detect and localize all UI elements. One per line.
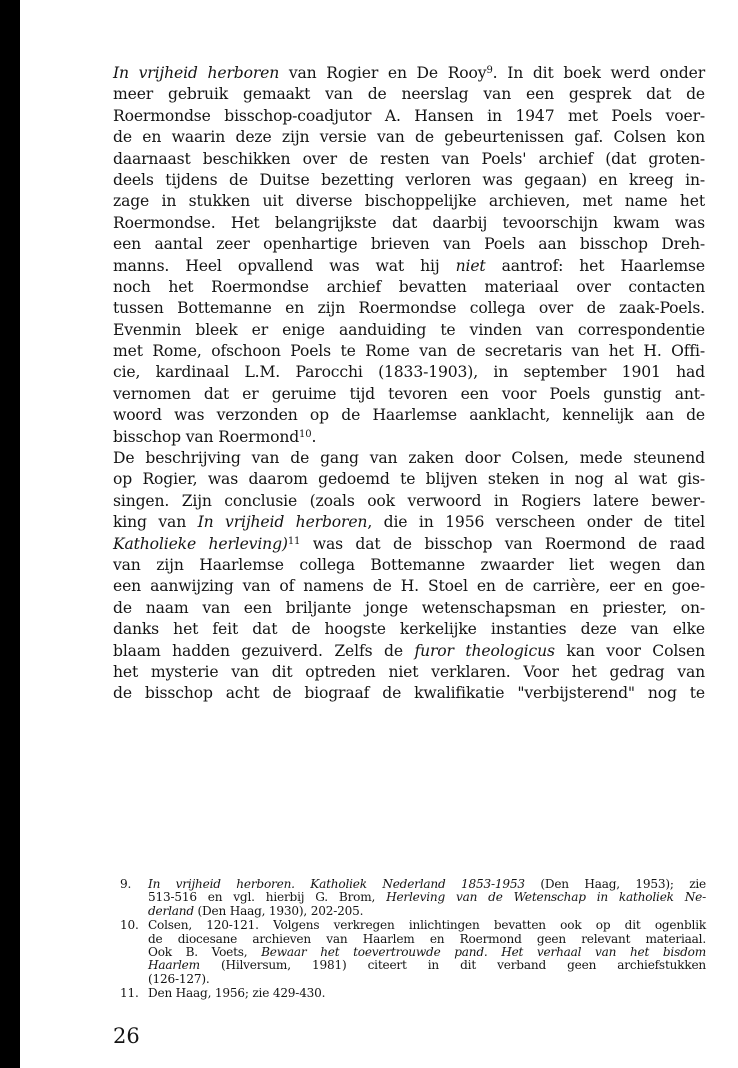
body-line: Roermondse. Het belangrijkste dat daarbij tevoorschijn kwam was (113, 213, 705, 232)
body-line: bisschop van Roermond$^{10}$. (113, 427, 317, 446)
body-line: king van In vrijheid herboren, die in 1956 verscheen onder de titel (113, 513, 705, 532)
body-line: met Rome, ofschoon Poels te Rome van de secretaris van het H. Offi- (113, 342, 705, 361)
body-line: de en waarin deze zijn versie van de gebeurtenissen gaf. Colsen kon (113, 128, 705, 147)
scan-edge (0, 0, 20, 1068)
body-line: danks het feit dat de hoogste kerkelijke instanties deze van elke (113, 620, 705, 639)
footnote-line: 513-516 en vgl. hierbij G. Brom, Herleving van de Wetenschap in katholiek Ne- (148, 890, 706, 905)
footnote-number: 9. (120, 877, 132, 891)
body-line: De beschrijving van de gang van zaken door Colsen, mede steunend (113, 449, 705, 468)
footnote-line: de diocesane archieven van Haarlem en Roermond geen relevant materiaal. (148, 931, 706, 946)
footnotes (120, 878, 706, 1002)
body-text (113, 63, 705, 705)
body-line: singen. Zijn conclusie (zoals ook verwoord in Rogiers latere bewer- (113, 491, 705, 510)
footnote-10 (120, 919, 706, 986)
body-line: een aantal zeer openhartige brieven van Poels aan bisschop Dreh- (113, 235, 705, 254)
footnote-ref-9[interactable]: 9 (486, 65, 493, 76)
body-line: Roermondse bisschop-coadjutor A. Hansen in 1947 met Poels voer- (113, 106, 705, 125)
footnote-ref-10[interactable]: 10 (299, 428, 312, 440)
body-line: cie, kardinaal L.M. Parocchi (1833-1903), in september 1901 had (113, 363, 705, 382)
body-line: zage in stukken uit diverse bischoppelijke archieven, met name het (113, 192, 705, 211)
footnote-number: 11. (120, 986, 139, 1001)
footnote-number: 10. (120, 918, 139, 933)
footnote-line: derland (Den Haag, 1930), 202-205. (148, 903, 364, 918)
body-line: Evenmin bleek er enige aanduiding te vinden van correspondentie (113, 320, 705, 339)
body-line: daarnaast beschikken over de resten van Poels' archief (dat groten- (113, 149, 705, 168)
body-line: Katholieke herleving)$^{11}$ was dat de bisschop van Roermond de raad (113, 534, 705, 553)
page-number: 26 (113, 1024, 140, 1048)
body-line: woord was verzonden op de Haarlemse aanklacht, kennelijk aan de (113, 406, 705, 425)
body-line: manns. Heel opvallend was wat hij niet aantrof: het Haarlemse (113, 256, 705, 275)
body-line: In vrijheid herboren van Rogier en De Rooy$^9$. In dit boek werd onder (113, 64, 705, 82)
footnote-line: Colsen, 120-121. Volgens verkregen inlichtingen bevatten ook op dit ogenblik (148, 918, 706, 933)
body-line: vernomen dat er geruime tijd tevoren een voor Poels gunstig ant- (113, 384, 705, 403)
body-line: op Rogier, was daarom gedoemd te blijven steken in nog al wat gis- (113, 470, 705, 489)
footnote-line: Haarlem (Hilversum, 1981) citeert in dit verband geen archiefstukken (148, 958, 706, 973)
body-line: de naam van een briljante jonge wetenschapsman en priester, on- (113, 598, 705, 617)
footnote-line: Den Haag, 1956; zie 429-430. (148, 986, 326, 1001)
footnote-line: Ook B. Voets, Bewaar het toevertrouwde pand. Het verhaal van het bisdom (148, 944, 706, 959)
footnote-9 (120, 878, 706, 918)
body-line: meer gebruik gemaakt van de neerslag van een gesprek dat de (113, 85, 705, 104)
body-line: van zijn Haarlemse collega Bottemanne zwaarder liet wegen dan (113, 555, 705, 574)
body-line: de bisschop acht de biograaf de kwalifikatie "verbijsterend" nog te (113, 684, 705, 703)
body-line: noch het Roermondse archief bevatten materiaal over contacten (113, 277, 705, 296)
body-line: een aanwijzing van of namens de H. Stoel en de carrière, eer en goe- (113, 577, 705, 596)
footnote-ref-11[interactable]: 11 (287, 535, 301, 547)
body-line: deels tijdens de Duitse bezetting verloren was gegaan) en kreeg in- (113, 170, 705, 189)
body-line: tussen Bottemanne en zijn Roermondse collega over de zaak-Poels. (113, 299, 705, 318)
footnote-line: (126-127). (148, 971, 210, 986)
footnote-line: In vrijheid herboren. Katholiek Nederland 1853-1953 (Den Haag, 1953); zie (148, 877, 706, 891)
footnote-11 (120, 987, 706, 1000)
body-line: blaam hadden gezuiverd. Zelfs de furor theologicus kan voor Colsen (113, 641, 705, 660)
body-line: het mysterie van dit optreden niet verklaren. Voor het gedrag van (113, 662, 705, 681)
